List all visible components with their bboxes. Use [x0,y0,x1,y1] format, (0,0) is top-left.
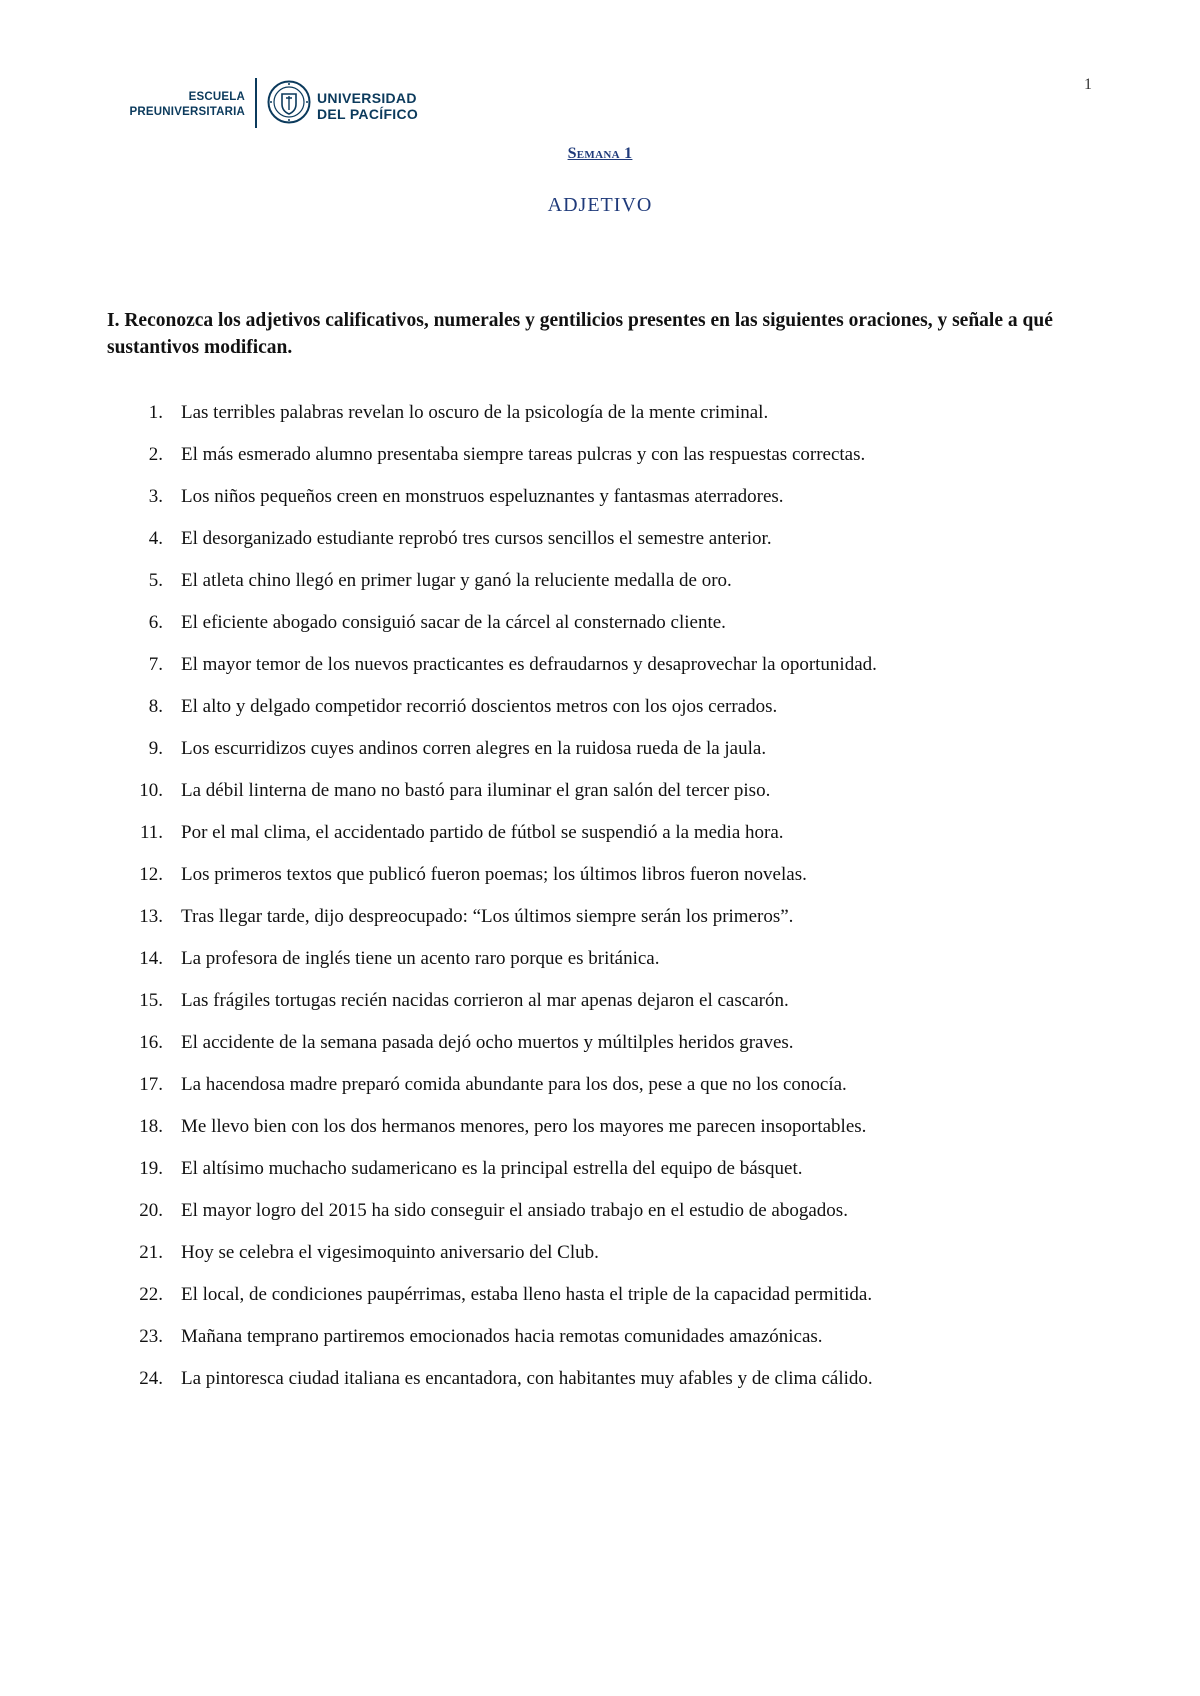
exercise-item [0,779,1200,821]
exercise-item [0,611,1200,653]
exercise-item [0,443,1200,485]
exercise-item [0,863,1200,905]
exercise-number: 3. [148,486,163,507]
exercise-sentence: Tras llegar tarde, dijo despreocupado: “Los últimos siempre serán los primeros”. [181,906,794,927]
logo-school-name [119,90,245,120]
exercise-number: 11. [139,822,163,843]
exercise-item [0,1073,1200,1115]
exercise-item [0,1157,1200,1199]
logo-right-line2: DEL PACÍFICO [317,106,419,122]
exercise-number: 19. [139,1158,163,1179]
page-number: 1 [1084,76,1092,93]
exercise-item [0,1031,1200,1073]
exercise-number: 6. [148,612,163,633]
exercise-item [0,1115,1200,1157]
exercise-sentence: El alto y delgado competidor recorrió doscientos metros con los ojos cerrados. [181,696,778,717]
exercise-number: 24. [139,1368,163,1389]
exercise-sentence: La profesora de inglés tiene un acento raro porque es británica. [181,948,660,969]
week-label: Semana 1 [567,145,633,162]
exercise-list [0,401,1200,1409]
exercise-number: 7. [148,654,163,675]
exercise-item [0,1367,1200,1409]
exercise-sentence: El local, de condiciones paupérrimas, estaba lleno hasta el triple de la capacidad permitida. [181,1284,873,1305]
exercise-number: 13. [139,906,163,927]
exercise-number: 4. [148,528,163,549]
exercise-item [0,569,1200,611]
exercise-number: 8. [148,696,163,717]
exercise-number: 17. [139,1074,163,1095]
exercise-item [0,527,1200,569]
exercise-item [0,401,1200,443]
logo-university-name [317,90,418,122]
logo-divider [255,78,257,128]
exercise-item [0,1283,1200,1325]
exercise-sentence: Los escurridizos cuyes andinos corren alegres en la ruidosa rueda de la jaula. [181,738,767,759]
exercise-item [0,821,1200,863]
exercise-number: 15. [139,990,163,1011]
exercise-number: 21. [139,1242,163,1263]
exercise-number: 2. [148,444,163,465]
exercise-number: 12. [139,864,163,885]
exercise-sentence: El mayor temor de los nuevos practicantes es defraudarnos y desaprovechar la oportunidad. [181,654,877,675]
logo-left-line2: PREUNIVERSITARIA [129,106,245,118]
exercise-number: 1. [148,402,163,423]
exercise-number: 9. [148,738,163,759]
exercise-number: 22. [139,1284,163,1305]
exercise-sentence: Los niños pequeños creen en monstruos espeluznantes y fantasmas aterradores. [181,486,784,507]
exercise-sentence: Las frágiles tortugas recién nacidas corrieron al mar apenas dejaron el cascarón. [181,990,789,1011]
exercise-item [0,1199,1200,1241]
exercise-number: 16. [139,1032,163,1053]
exercise-sentence: Me llevo bien con los dos hermanos menores, pero los mayores me parecen insoportables. [181,1116,867,1137]
exercise-item [0,695,1200,737]
exercise-item [0,653,1200,695]
exercise-sentence: El desorganizado estudiante reprobó tres cursos sencillos el semestre anterior. [181,528,772,549]
exercise-number: 5. [148,570,163,591]
exercise-number: 18. [139,1116,163,1137]
logo-left-line1: ESCUELA [188,91,245,103]
exercise-sentence: El altísimo muchacho sudamericano es la principal estrella del equipo de básquet. [181,1158,803,1179]
exercise-sentence: Los primeros textos que publicó fueron poemas; los últimos libros fueron novelas. [181,864,807,885]
exercise-sentence: La pintoresca ciudad italiana es encantadora, con habitantes muy afables y de clima cálido. [181,1368,873,1389]
logo-right-line1: UNIVERSIDAD [317,90,417,106]
exercise-item [0,737,1200,779]
exercise-number: 10. [139,780,163,801]
exercise-sentence: El mayor logro del 2015 ha sido conseguir el ansiado trabajo en el estudio de abogados. [181,1200,848,1221]
exercise-sentence: Las terribles palabras revelan lo oscuro de la psicología de la mente criminal. [181,402,769,423]
exercise-item [0,485,1200,527]
exercise-sentence: El atleta chino llegó en primer lugar y ganó la reluciente medalla de oro. [181,570,732,591]
exercise-sentence: Hoy se celebra el vigesimoquinto aniversario del Club. [181,1242,599,1263]
exercise-sentence: El más esmerado alumno presentaba siempre tareas pulcras y con las respuestas correctas. [181,444,866,465]
exercise-number: 23. [139,1326,163,1347]
exercise-item [0,1325,1200,1367]
exercise-instructions: I. Reconozca los adjetivos calificativos, numerales y gentilicios presentes en las siguientes oraciones, y señale a qué sustantivos modifican. [107,310,1053,358]
exercise-item [0,947,1200,989]
week-heading [0,145,1200,163]
exercise-item [0,989,1200,1031]
exercise-number: 20. [139,1200,163,1221]
exercise-sentence: El eficiente abogado consiguió sacar de la cárcel al consternado cliente. [181,612,726,633]
exercise-item [0,1241,1200,1283]
exercise-item [0,905,1200,947]
exercise-number: 14. [139,948,163,969]
exercise-sentence: La débil linterna de mano no bastó para iluminar el gran salón del tercer piso. [181,780,771,801]
exercise-sentence: Mañana temprano partiremos emocionados hacia remotas comunidades amazónicas. [181,1326,823,1347]
university-seal-icon [267,80,311,124]
page-title: ADJETIVO [547,194,653,216]
university-logo [119,78,439,128]
exercise-sentence: El accidente de la semana pasada dejó ocho muertos y múltilples heridos graves. [181,1032,794,1053]
exercise-sentence: La hacendosa madre preparó comida abundante para los dos, pese a que no los conocía. [181,1074,847,1095]
exercise-sentence: Por el mal clima, el accidentado partido de fútbol se suspendió a la media hora. [181,822,784,843]
